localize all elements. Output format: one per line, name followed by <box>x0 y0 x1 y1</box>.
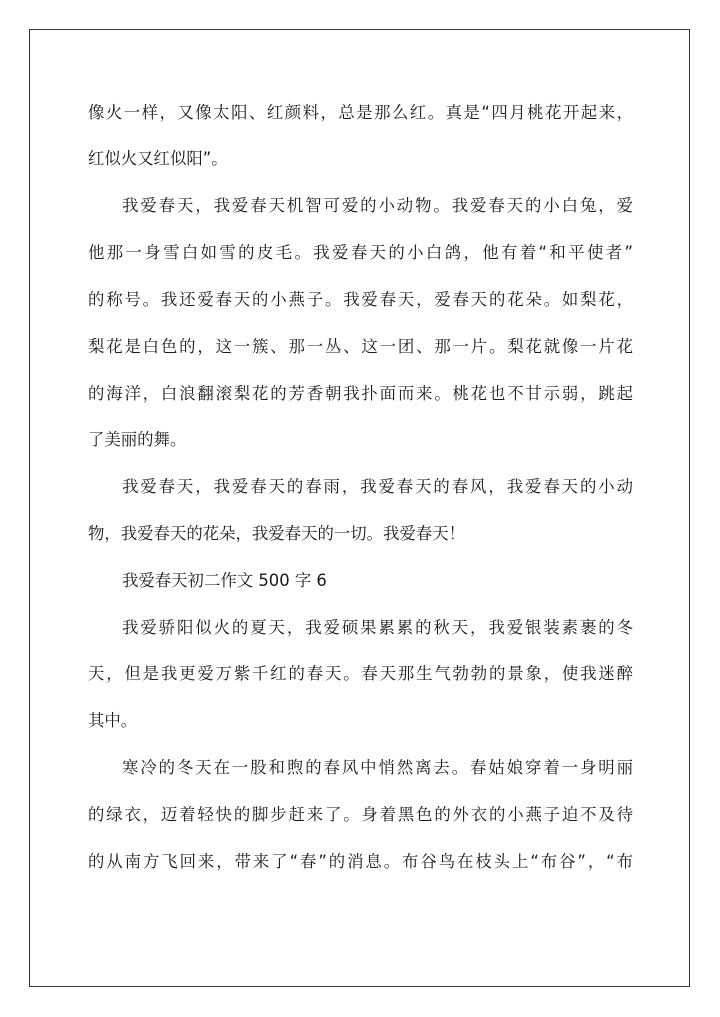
paragraph-first-line: 我爱春天，我爱春天的春雨，我爱春天的春风，我爱春天的小动 <box>122 477 633 496</box>
paragraph-first-line: 寒冷的冬天在一股和煦的春风中悄然离去。春姑娘穿着一身明丽 <box>122 758 633 777</box>
text-line: 物，我爱春天的花朵，我爱春天的一切。我爱春天！ <box>88 524 465 543</box>
text-line: 的绿衣，迈着轻快的脚步赶来了。身着黑色的外衣的小燕子迫不及待 <box>88 805 633 824</box>
text-line: 其中。 <box>88 711 138 730</box>
text-line: 的从南方飞回来，带来了“春”的消息。布谷鸟在枝头上“布谷”，“布 <box>88 852 633 871</box>
text-line: 梨花是白色的，这一簇、那一丛、这一团、那一片。梨花就像一片花 <box>88 337 633 356</box>
section-heading: 我爱春天初二作文 500 字 6 <box>122 571 327 590</box>
text-line: 了美丽的舞。 <box>88 430 187 449</box>
text-line: 的海洋，白浪翻滚梨花的芳香朝我扑面而来。桃花也不甘示弱，跳起 <box>88 384 633 403</box>
text-line: 的称号。我还爱春天的小燕子。我爱春天，爱春天的花朵。如梨花， <box>88 290 633 309</box>
text-line: 天，但是我更爱万紫千红的春天。春天那生气勃勃的景象，使我迷醉 <box>88 664 633 683</box>
text-line: 红似火又红似阳”。 <box>88 149 228 168</box>
paragraph-first-line: 我爱骄阳似火的夏天，我爱硕果累累的秋天，我爱银装素裹的冬 <box>122 618 633 637</box>
text-line: 他那一身雪白如雪的皮毛。我爱春天的小白鸽，他有着“和平使者” <box>88 243 633 262</box>
text-line: 像火一样，又像太阳、红颜料，总是那么红。真是“四月桃花开起来， <box>88 103 633 122</box>
paragraph-first-line: 我爱春天，我爱春天机智可爱的小动物。我爱春天的小白兔，爱 <box>122 196 633 215</box>
